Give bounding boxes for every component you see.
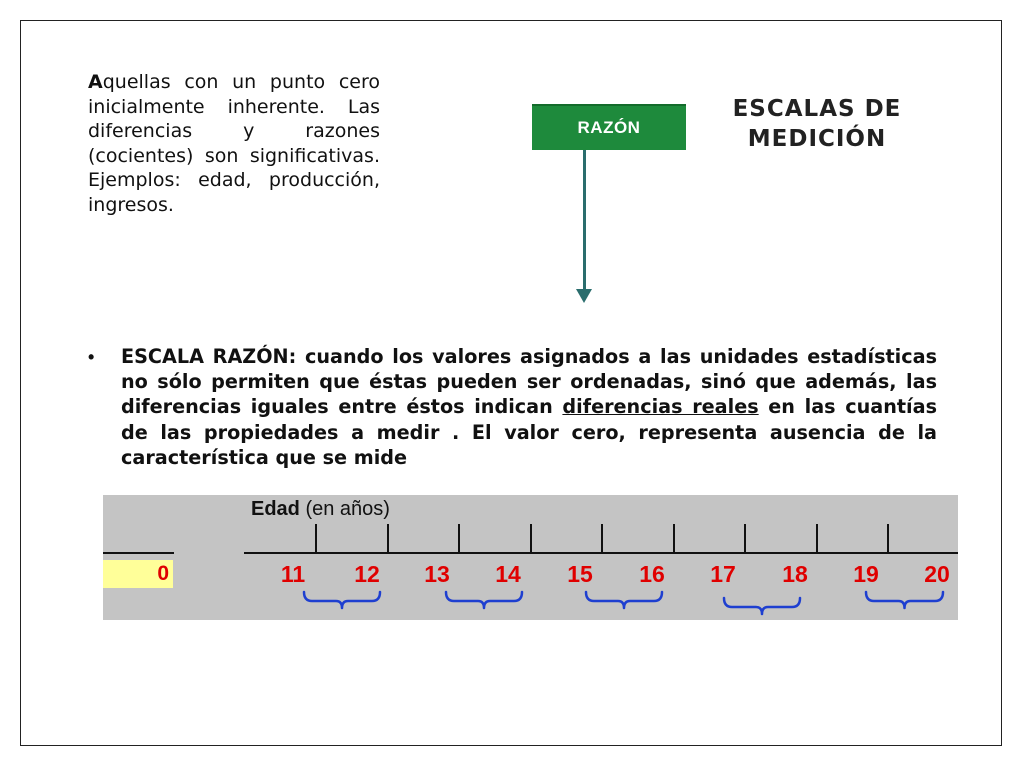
brace-icon [446,592,522,608]
intro-lead-letter: A [88,71,103,93]
scale-title-bold: Edad [251,498,300,520]
scale-title-rest: (en años) [299,498,390,520]
age-number: 17 [710,561,736,587]
age-number: 19 [853,561,879,587]
intro-text: quellas con un punto cero inicialmente inherente. Las diferencias y razones (cocientes) son significativas. Ejemplos: edad, producción, ingresos. [88,71,380,216]
age-number: 16 [639,561,665,587]
age-number: 13 [424,561,450,587]
brace-icon [724,598,800,614]
razon-box: RAZÓN [532,104,686,150]
definition-part1: ESCALA RAZÓN: cuando los valores asignados a las unidades estadísticas no sólo permiten que éstas pueden ser ordenadas, sinó que además, las diferencias iguales entre éstos indican [121,345,937,419]
age-number: 15 [567,561,593,587]
age-number: 11 [280,561,306,587]
axis-ticks [316,524,888,553]
zero-label: 0 [157,562,169,585]
escalas-title-line2: MEDICIÓN [747,126,887,152]
bullet-icon: • [88,347,95,367]
brace-icon [586,592,662,608]
definition-underlined: diferencias reales [562,395,759,419]
escalas-title-line1: ESCALAS DE [732,96,902,122]
brace-icon [866,592,943,608]
definition-part2: en las cuantías de las propiedades a medir . El valor cero, representa ausencia de la característica que se mide [121,395,937,469]
age-number: 14 [495,561,521,587]
age-number: 18 [782,561,808,587]
age-number: 20 [924,561,950,587]
brace-icon [304,592,380,608]
age-number: 12 [354,561,380,587]
axis-braces [304,592,943,614]
